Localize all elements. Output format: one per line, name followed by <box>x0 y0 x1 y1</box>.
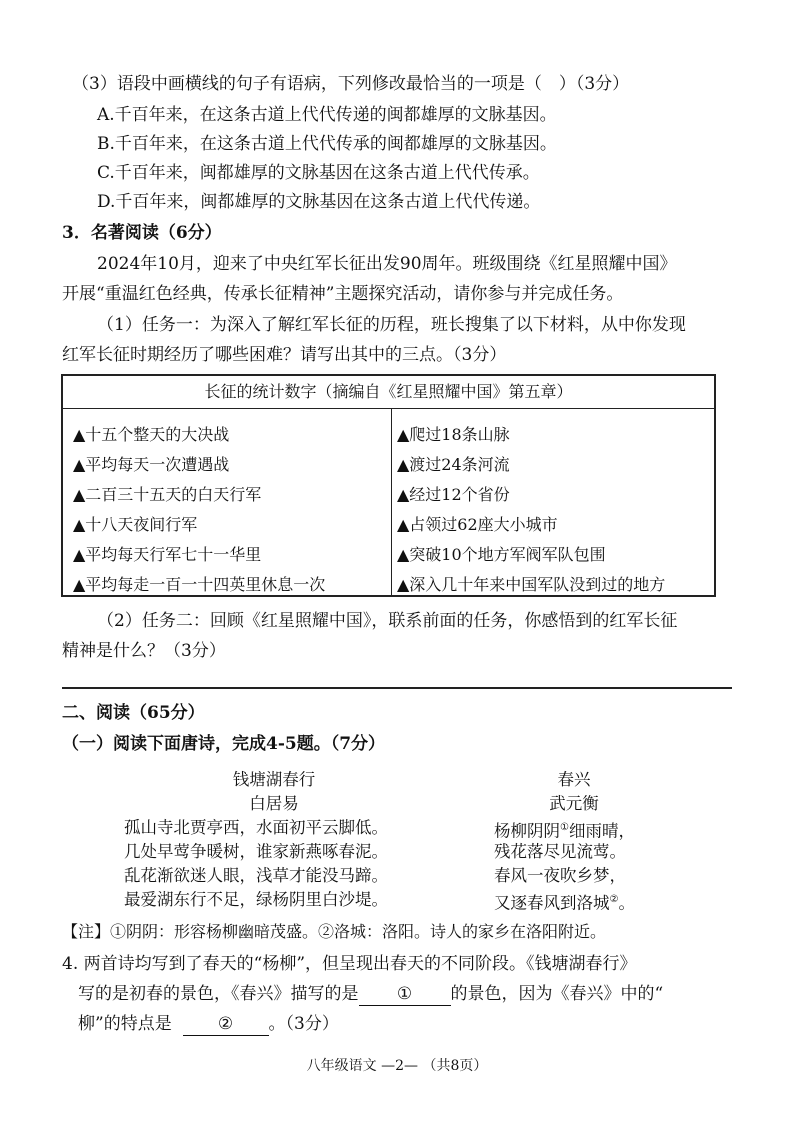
intro-line-2: 开展“重温红色经典，传承长征精神”主题探究活动，请你参与并完成任务。 <box>62 284 624 304</box>
table-cell: ▲突破10个地方军阀军队包围 <box>397 545 606 564</box>
poem-qiantang <box>124 768 424 912</box>
table-cell: ▲十五个整天的大决战 <box>73 425 230 444</box>
long-march-stats-table <box>61 374 716 597</box>
subsection-1-title: （一）阅读下面唐诗，完成4-5题。（7分） <box>62 734 386 754</box>
option-d[interactable]: D.千百年来，闽都雄厚的文脉基因在这条古道上代代传递。 <box>97 192 541 212</box>
task-2-line-1: （2）任务二：回顾《红星照耀中国》，联系前面的任务，你感悟到的红军长征 <box>97 611 678 631</box>
table-divider <box>391 409 392 597</box>
table-cell: ▲平均每天一次遭遇战 <box>73 455 230 474</box>
option-a[interactable]: A.千百年来，在这条古道上代代传递的闽都雄厚的文脉基因。 <box>97 105 557 125</box>
section-3-title: 3．名著阅读（6分） <box>62 223 222 243</box>
poem-title: 钱塘湖春行 <box>232 770 316 789</box>
task-2-line-2: 精神是什么？（3分） <box>62 641 226 661</box>
question-4-line-2: 写的是初春的景色，《春兴》描写的是 ① 的景色，因为《春兴》中的“ <box>78 984 664 1004</box>
poem-line: 最爱湖东行不足，绿杨阴里白沙堤。 <box>124 890 388 909</box>
task-1-text: （1）任务一：为深入了解红军长征的历程，班长搜集了以下材料， <box>97 315 601 335</box>
option-c[interactable]: C.千百年来，闽都雄厚的文脉基因在这条古道上代代传承。 <box>97 163 540 183</box>
table-right-column <box>397 420 665 600</box>
table-cell: ▲占领过62座大小城市 <box>397 515 558 534</box>
question-3-prompt: （3）语段中画横线的句子有语病，下列修改最恰当的一项是（ ）（3分） <box>72 74 630 94</box>
poem-line: 乱花渐欲迷人眼，浅草才能没马蹄。 <box>124 866 388 885</box>
poem-line: 孤山寺北贾亭西，水面初平云脚低。 <box>124 818 388 837</box>
question-4-line-1: 4. 两首诗均写到了春天的“杨柳”，但呈现出春天的不同阶段。《钱塘湖春行》 <box>62 954 637 974</box>
task-1-emphasis: 从中你发现 <box>600 315 686 335</box>
answer-line[interactable] <box>62 687 732 689</box>
table-cell: ▲渡过24条河流 <box>397 455 510 474</box>
table-cell: ▲十八天夜间行军 <box>73 515 198 534</box>
table-cell: ▲二百三十五天的白天行军 <box>73 485 262 504</box>
answer-blank-1[interactable]: ① <box>359 983 451 1006</box>
footnote-marker: ① <box>560 822 569 833</box>
table-cell: ▲经过12个省份 <box>397 485 510 504</box>
poem-notes: 【注】①阴阴：形容杨柳幽暗茂盛。②洛城：洛阳。诗人的家乡在洛阳附近。 <box>62 922 607 941</box>
answer-blank-2[interactable]: ② <box>183 1013 269 1036</box>
poem-line: 残花落尽见流莺。 <box>494 842 626 861</box>
poem-author: 白居易 <box>249 794 299 813</box>
intro-line-1: 2024年10月，迎来了中央红军长征出发90周年。班级围绕《红星照耀中国》 <box>97 254 677 274</box>
table-cell: ▲平均每走一百一十四英里休息一次 <box>73 575 326 594</box>
table-cell: ▲爬过18条山脉 <box>397 425 510 444</box>
poem-line: 又逐春风到洛城②。 <box>494 893 635 913</box>
poem-title: 春兴 <box>557 770 591 789</box>
table-cell: ▲平均每天行军七十一华里 <box>73 545 262 564</box>
poem-line: 杨柳阴阴①细雨晴， <box>494 821 635 841</box>
table-title: 长征的统计数字（摘编自《红星照耀中国》第五章） <box>63 376 714 409</box>
question-4-line-3: 柳”的特点是 ② 。（3分） <box>78 1014 339 1034</box>
task-1-line-2: 红军长征时期经历了哪些困难？请写出其中的三点。（3分） <box>62 345 507 365</box>
poem-chunxing <box>494 768 654 912</box>
task-1-line-1 <box>97 314 686 336</box>
table-cell: ▲深入几十年来中国军队没到过的地方 <box>397 575 666 594</box>
poem-line: 春风一夜吹乡梦， <box>494 866 626 885</box>
table-left-column <box>73 420 325 600</box>
option-b[interactable]: B.千百年来，在这条古道上代代传承的闽都雄厚的文脉基因。 <box>97 134 557 154</box>
poem-line: 几处早莺争暖树，谁家新燕啄春泥。 <box>124 842 388 861</box>
footnote-marker: ② <box>609 894 619 905</box>
page-footer: 八年级语文 —2— （共8页） <box>306 1058 488 1074</box>
poem-author: 武元衡 <box>549 794 599 813</box>
part-2-title: 二、阅读（65分） <box>62 703 205 723</box>
